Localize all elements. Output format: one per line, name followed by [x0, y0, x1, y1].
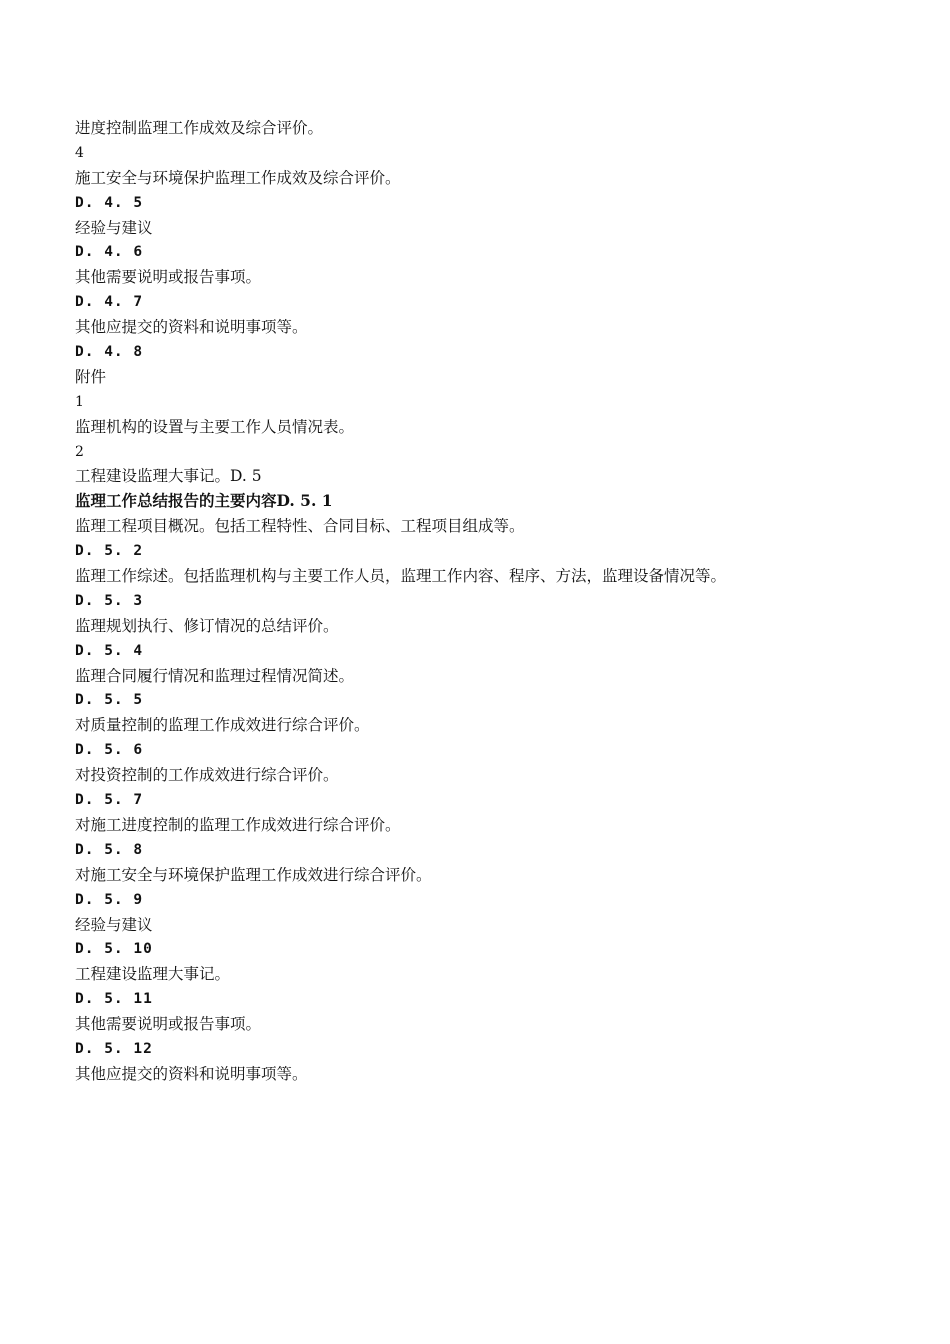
section-number: D. 4. 6 — [75, 244, 144, 261]
body-text-line: 其他应提交的资料和说明事项等。 — [75, 318, 308, 337]
body-text-line: 监理工程项目概况。包括工程特性、合同目标、工程项目组成等。 — [75, 517, 525, 536]
body-text-line: 其他需要说明或报告事项。 — [75, 268, 262, 287]
section-number: D. 5. 6 — [75, 742, 144, 759]
body-text-line: 对投资控制的工作成效进行综合评价。 — [75, 766, 339, 785]
section-number: D. 5. 11 — [75, 991, 153, 1008]
item-number: 4 — [75, 144, 84, 161]
section-number: D. 4. 7 — [75, 294, 144, 311]
section-heading: 监理工作总结报告的主要内容D. 5. 1 — [75, 491, 333, 511]
body-text-line: 经验与建议 — [75, 218, 153, 237]
body-text-line: 对质量控制的监理工作成效进行综合评价。 — [75, 716, 370, 735]
section-number: D. 5. 12 — [75, 1040, 153, 1057]
body-text-line: 工程建设监理大事记。D. 5 — [75, 467, 262, 486]
body-text-line: 经验与建议 — [75, 915, 153, 934]
section-number: D. 5. 9 — [75, 891, 144, 908]
section-number: D. 5. 2 — [75, 543, 144, 560]
section-number: D. 4. 8 — [75, 344, 144, 361]
section-number: D. 5. 5 — [75, 692, 144, 709]
section-number: D. 5. 4 — [75, 642, 144, 659]
body-text-line: 监理规划执行、修订情况的总结评价。 — [75, 616, 339, 635]
body-text-line: 附件 — [75, 367, 107, 386]
body-text-line: 其他应提交的资料和说明事项等。 — [75, 1064, 308, 1083]
body-text-line: 其他需要说明或报告事项。 — [75, 1015, 262, 1034]
document-body — [75, 116, 895, 1087]
section-number: D. 5. 7 — [75, 792, 144, 809]
body-text-line: 工程建设监理大事记。 — [75, 965, 231, 984]
item-number: 1 — [75, 393, 84, 410]
section-number: D. 5. 8 — [75, 841, 144, 858]
document-page — [75, 116, 895, 1087]
body-text-line: 对施工进度控制的监理工作成效进行综合评价。 — [75, 815, 401, 834]
item-number: 2 — [75, 443, 84, 460]
body-text-line: 进度控制监理工作成效及综合评价。 — [75, 119, 324, 137]
body-text-line: 施工安全与环境保护监理工作成效及综合评价。 — [75, 168, 401, 187]
body-text-line: 监理机构的设置与主要工作人员情况表。 — [75, 417, 355, 436]
section-number: D. 5. 10 — [75, 941, 153, 958]
section-number: D. 5. 3 — [75, 592, 144, 609]
body-text-line: 监理合同履行情况和监理过程情况简述。 — [75, 666, 355, 685]
body-text-line: 对施工安全与环境保护监理工作成效进行综合评价。 — [75, 865, 432, 884]
section-number: D. 4. 5 — [75, 194, 144, 211]
body-text-line: 监理工作综述。包括监理机构与主要工作人员，监理工作内容、程序、方法，监理设备情况等。 — [75, 567, 727, 586]
